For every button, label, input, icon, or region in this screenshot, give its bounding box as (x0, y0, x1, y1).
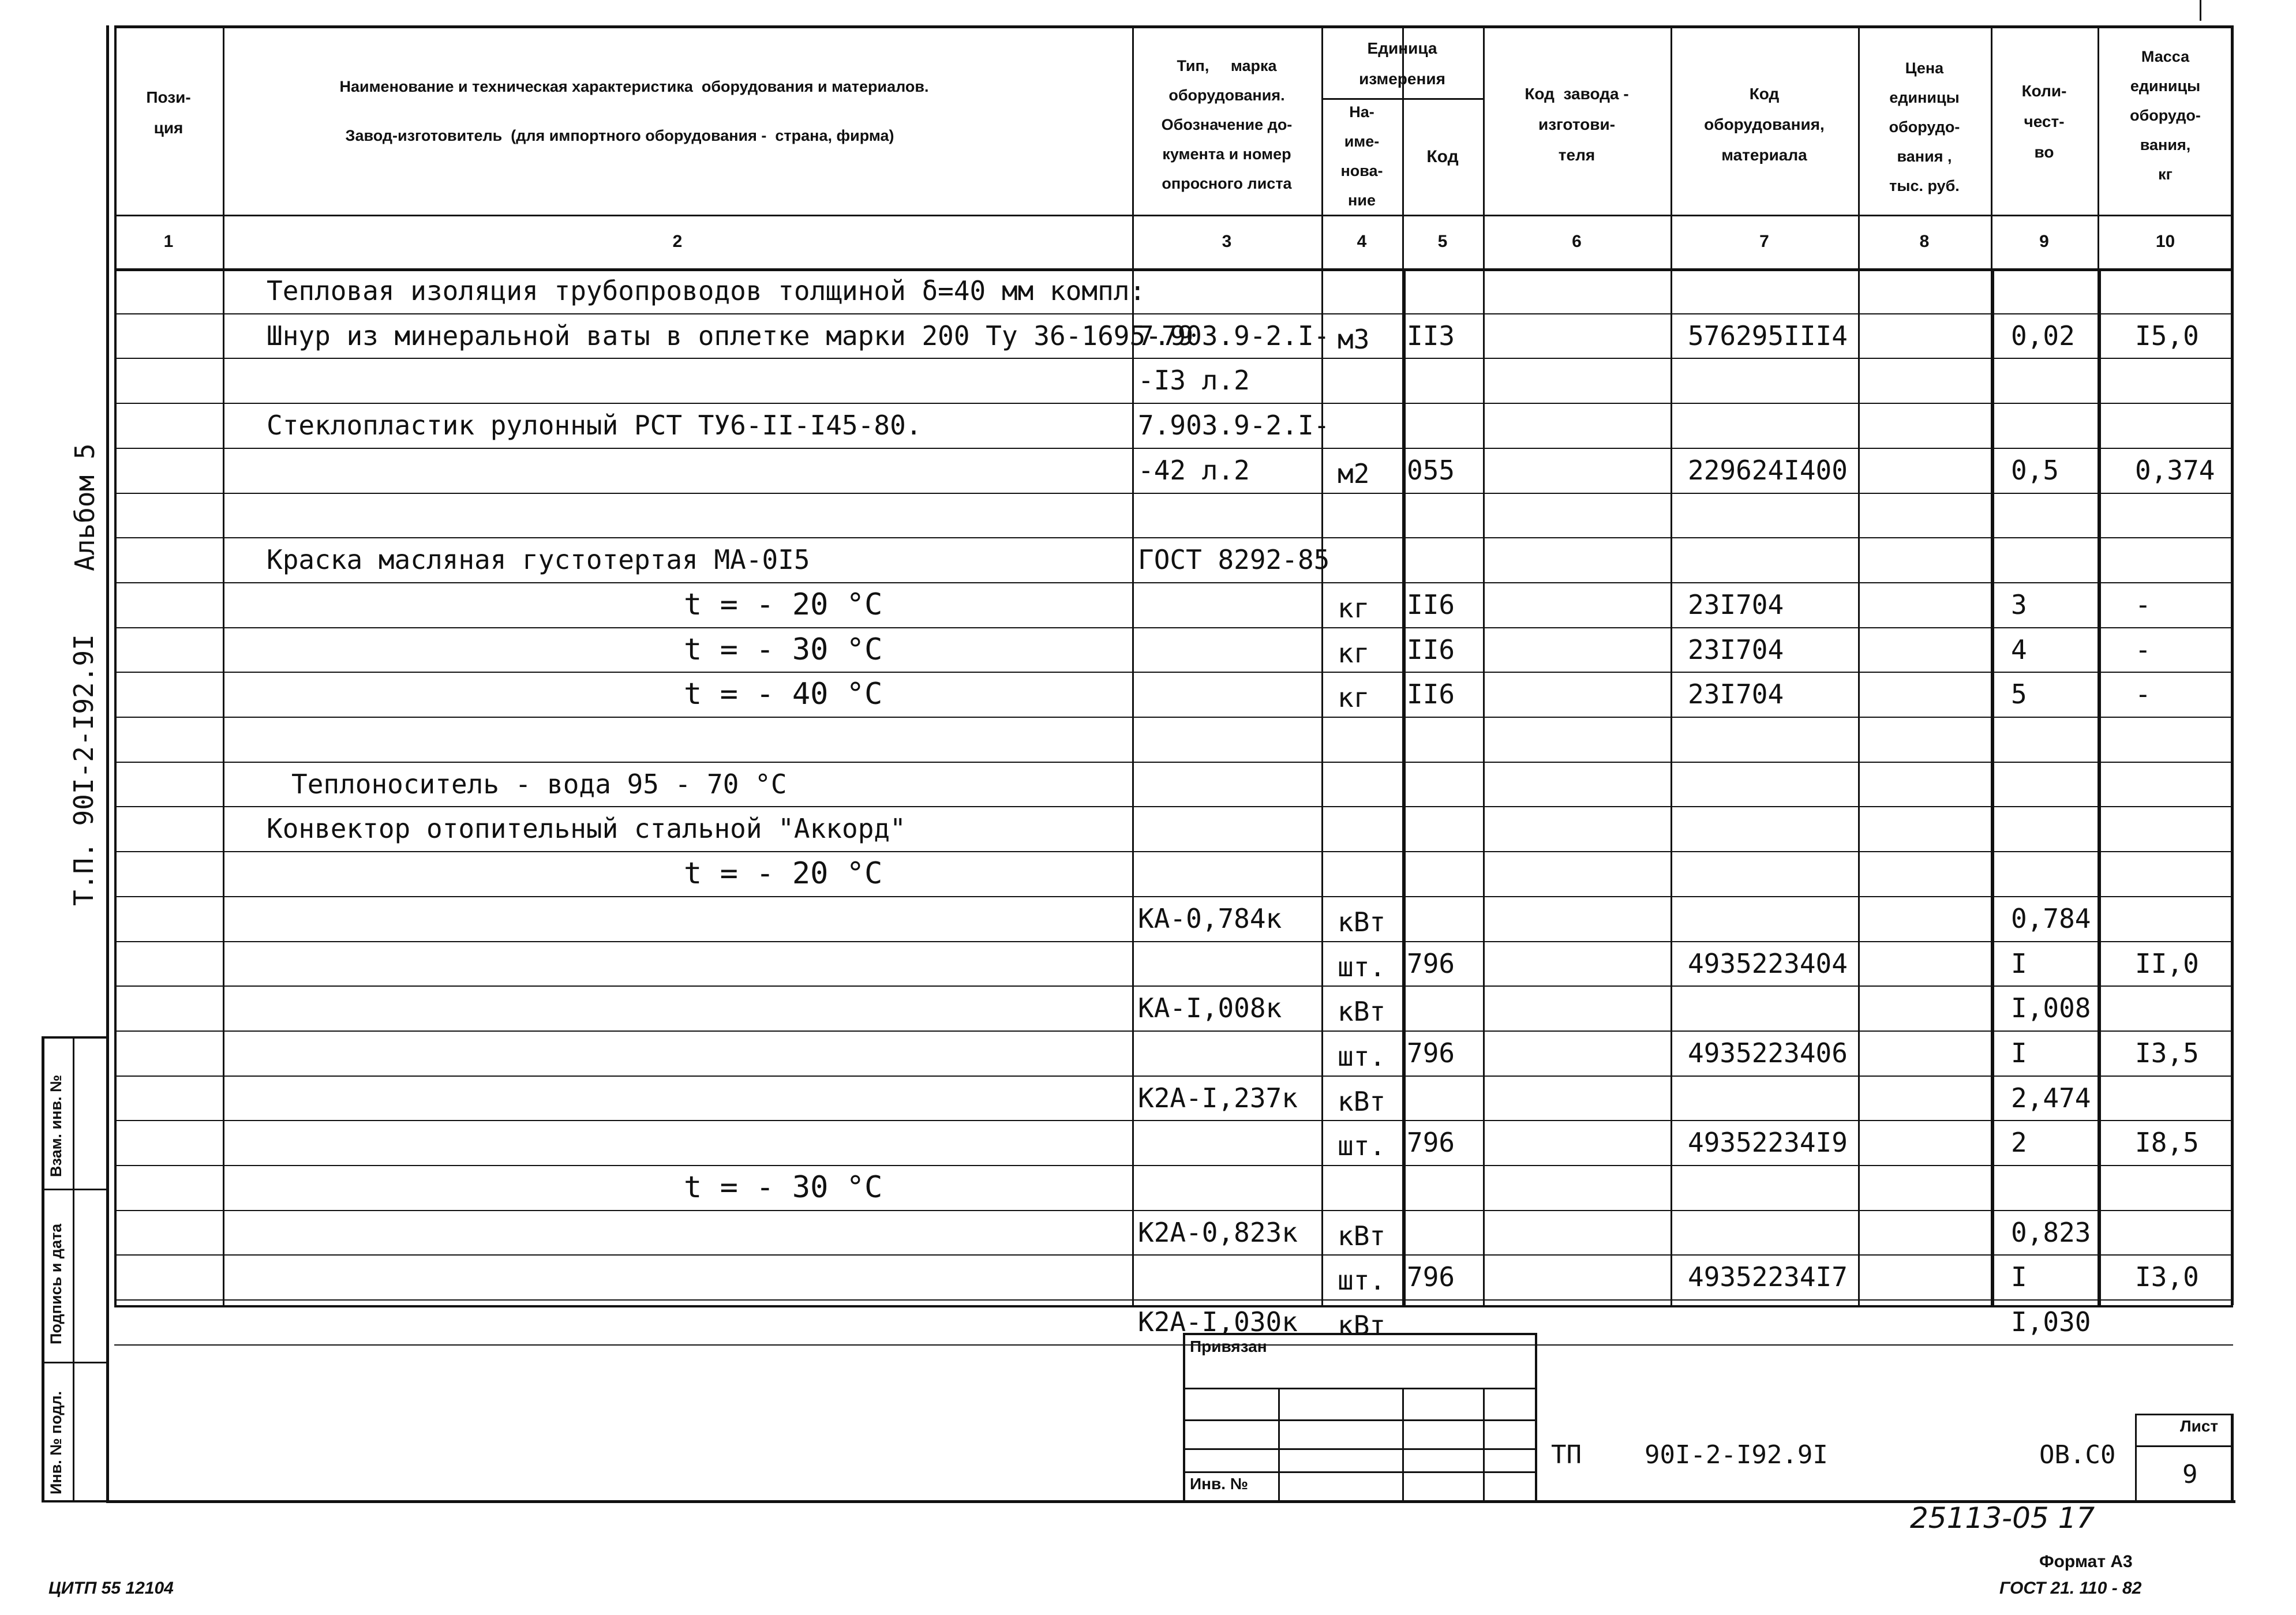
stamp-list-label: Лист (2180, 1417, 2219, 1435)
frame-right-stamp (2231, 1414, 2234, 1500)
row-line (114, 1344, 2233, 1346)
row-quantity: I,008 (2011, 992, 2091, 1024)
row-unit: кг (1338, 682, 1370, 713)
row-name: Краска масляная густотертая МА-0I5 (267, 544, 810, 575)
row-line (114, 582, 2233, 583)
column-number-9: 9 (2039, 232, 2049, 251)
stamp-col (1402, 1388, 1404, 1500)
row-quantity: 0,5 (2011, 455, 2059, 486)
row-line (114, 1254, 2233, 1256)
row-equipment-code: 4935223404 (1688, 948, 1848, 979)
row-quantity: 5 (2011, 679, 2027, 710)
header-name-line1: Наименование и техническая характеристика оборудования и материалов. (339, 77, 929, 95)
column-number-7: 7 (1759, 232, 1769, 251)
margin-box-bottom (42, 1500, 108, 1502)
row-unit: кВт (1338, 1220, 1386, 1251)
margin-tp-code: Т.П. 90I-2-I92.9I (68, 634, 99, 906)
row-equipment-code: 23I704 (1688, 679, 1784, 710)
stamp-list-number: 9 (2182, 1460, 2198, 1489)
row-line (114, 672, 2233, 673)
row-line (114, 1076, 2233, 1077)
stamp-row (1183, 1388, 1535, 1389)
row-equipment-code: 4935223406 (1688, 1037, 1848, 1069)
row-equipment-code: 23I704 (1688, 634, 1784, 665)
numbers-bottom (114, 268, 2233, 271)
stamp-right (1535, 1333, 1537, 1500)
gost-label: ГОСТ 21. 110 - 82 (1999, 1579, 2142, 1598)
column-number-10: 10 (2155, 232, 2175, 251)
row-mass: I3,5 (2135, 1037, 2199, 1069)
stamp-col (1483, 1388, 1485, 1500)
stamp-privyazan: Привязан (1190, 1337, 1267, 1355)
header-unit: Единица измерения (1359, 39, 1445, 88)
row-quantity: 4 (2011, 634, 2027, 665)
margin-box-div1 (42, 1189, 108, 1190)
row-quantity: 0,823 (2011, 1217, 2091, 1248)
row-line (114, 1210, 2233, 1211)
stamp-list-top (2135, 1414, 2233, 1415)
header-position: Пози- ция (146, 88, 191, 137)
row-unit-code: 055 (1407, 455, 1455, 486)
row-name: Шнур из минеральной ваты в оплетке марки 200 Ту 36-1695-79 (267, 320, 1194, 351)
margin-box-div2 (42, 1362, 108, 1363)
row-unit: шт. (1338, 1130, 1386, 1161)
row-name: Тепловая изоляция трубопроводов толщиной δ=40 мм компл: (267, 275, 1146, 306)
row-mass: - (2135, 679, 2151, 710)
row-line (114, 358, 2233, 359)
header-doc: Тип, марка оборудования. Обозначение до- кумента и номер опросного листа (1161, 57, 1293, 192)
row-line (114, 986, 2233, 987)
row-line (114, 493, 2233, 494)
margin-box-left (42, 1036, 44, 1500)
row-unit: кВт (1338, 1086, 1386, 1117)
column-number-2: 2 (672, 232, 683, 251)
row-doc: ГОСТ 8292-85 (1138, 544, 1330, 575)
header-price: Цена единицы оборудо- вания , тыс. руб. (1889, 59, 1960, 194)
frame-top (114, 25, 2233, 28)
row-line (114, 941, 2233, 942)
row-unit-code: II6 (1407, 589, 1455, 620)
row-line (114, 717, 2233, 718)
row-unit: кВт (1338, 996, 1386, 1027)
row-mass: I5,0 (2135, 320, 2199, 351)
row-line (114, 403, 2233, 404)
row-mass: 0,374 (2135, 455, 2215, 486)
row-unit-code: II3 (1407, 320, 1455, 351)
row-quantity: I,030 (2011, 1306, 2091, 1337)
frame-left (106, 25, 109, 1502)
row-quantity: 0,784 (2011, 903, 2091, 934)
row-line (114, 1165, 2233, 1166)
header-unit-code: Код (1426, 147, 1459, 166)
row-name: Конвектор отопительный стальной "Аккорд" (267, 813, 906, 844)
row-quantity: I (2011, 1261, 2027, 1292)
row-quantity: 0,02 (2011, 320, 2075, 351)
format-label: Формат А3 (2039, 1552, 2133, 1571)
row-name: Стеклопластик рулонный РСТ ТУ6-II-I45-80. (267, 410, 922, 441)
column-line-bold (2098, 268, 2101, 1305)
margin-album: Альбом 5 (69, 443, 100, 571)
column-number-8: 8 (1919, 232, 1930, 251)
header-unit-name: На- име- нова- ние (1340, 103, 1383, 209)
stamp-section: ОВ.С0 (2039, 1440, 2116, 1470)
margin-inv-podl: Инв. № подл. (47, 1391, 65, 1494)
row-line (114, 313, 2233, 314)
row-doc: -42 л.2 (1138, 455, 1250, 486)
row-unit: шт. (1338, 1265, 1386, 1296)
row-line (114, 627, 2233, 628)
row-equipment-code: 49352234I7 (1688, 1261, 1848, 1292)
row-line (114, 1031, 2233, 1032)
row-mass: - (2135, 634, 2151, 665)
header-mass: Масса единицы оборудо- вания, кг (2130, 47, 2201, 183)
row-quantity: I (2011, 1037, 2027, 1069)
stamp-row (1183, 1419, 1535, 1421)
row-quantity: I (2011, 948, 2027, 979)
row-quantity: 2,474 (2011, 1082, 2091, 1114)
row-temperature: t = - 40 °C (684, 677, 883, 711)
row-unit-code: 796 (1407, 1261, 1455, 1292)
row-line (114, 1120, 2233, 1121)
row-doc: К2А-I,030к (1138, 1306, 1298, 1337)
row-line (114, 896, 2233, 897)
row-temperature: t = - 20 °C (684, 856, 883, 891)
stamp-col (1278, 1388, 1280, 1500)
column-line-bold (1402, 268, 1406, 1305)
stamp-list-mid (2135, 1445, 2233, 1447)
row-temperature: t = - 20 °C (684, 587, 883, 622)
row-name: Теплоноситель - вода 95 - 70 °C (291, 769, 787, 800)
row-unit: кВт (1338, 906, 1386, 938)
row-unit: шт. (1338, 951, 1386, 983)
row-doc: 7.903.9-2.I- (1138, 410, 1330, 441)
column-line-bold (1991, 268, 1994, 1305)
row-doc: КА-I,008к (1138, 992, 1282, 1024)
row-doc: КА-0,784к (1138, 903, 1282, 934)
handwritten-number: 25113-05 17 (1910, 1501, 2095, 1535)
row-unit-code: 796 (1407, 1037, 1455, 1069)
row-unit: кВт (1338, 1310, 1386, 1341)
stamp-tp: ТП (1551, 1440, 1582, 1470)
row-unit: м3 (1338, 324, 1370, 355)
row-doc: 7.903.9-2.I- (1138, 320, 1330, 351)
row-mass: II,0 (2135, 948, 2199, 979)
row-line (114, 851, 2233, 852)
row-line (114, 762, 2233, 763)
row-line (114, 537, 2233, 538)
row-unit: кг (1338, 638, 1370, 669)
row-quantity: 2 (2011, 1127, 2027, 1158)
row-unit-code: 796 (1407, 1127, 1455, 1158)
row-unit-code: II6 (1407, 679, 1455, 710)
row-mass: I3,0 (2135, 1261, 2199, 1292)
margin-box-top (42, 1036, 108, 1039)
row-mass: - (2135, 589, 2151, 620)
citp-label: ЦИТП 55 12104 (48, 1579, 174, 1598)
row-unit: кг (1338, 593, 1370, 624)
margin-podpis-data: Подпись и дата (47, 1223, 65, 1344)
row-temperature: t = - 30 °C (684, 632, 883, 667)
row-doc: К2А-I,237к (1138, 1082, 1298, 1114)
header-equipment-code: Код оборудования, материала (1704, 84, 1825, 164)
column-number-6: 6 (1572, 232, 1582, 251)
row-unit: м2 (1338, 458, 1370, 489)
header-name-line2: Завод-изготовитель (для импортного оборудования - страна, фирма) (345, 126, 894, 144)
header-plant-code: Код завода - изготови- теля (1525, 84, 1629, 164)
row-temperature: t = - 30 °C (684, 1170, 883, 1205)
column-number-3: 3 (1222, 232, 1232, 251)
row-equipment-code: 229624I400 (1688, 455, 1848, 486)
row-quantity: 3 (2011, 589, 2027, 620)
row-unit: шт. (1338, 1041, 1386, 1072)
row-line (114, 448, 2233, 449)
row-equipment-code: 49352234I9 (1688, 1127, 1848, 1158)
row-line (114, 806, 2233, 807)
row-equipment-code: 576295III4 (1688, 320, 1848, 351)
margin-box-inner (73, 1036, 74, 1500)
stamp-inv-no: Инв. № (1190, 1475, 1249, 1493)
stamp-row (1183, 1471, 1535, 1473)
row-mass: I8,5 (2135, 1127, 2199, 1158)
stamp-designation: 90I-2-I92.9I (1645, 1440, 1828, 1470)
row-equipment-code: 23I704 (1688, 589, 1784, 620)
column-number-1: 1 (163, 232, 174, 251)
column-number-5: 5 (1437, 232, 1448, 251)
row-doc: К2А-0,823к (1138, 1217, 1298, 1248)
stamp-left (1183, 1333, 1185, 1500)
stamp-list-left (2135, 1414, 2137, 1500)
row-unit-code: II6 (1407, 634, 1455, 665)
header-quantity: Коли- чест- во (2021, 81, 2067, 161)
stamp-row (1183, 1448, 1535, 1450)
row-unit-code: 796 (1407, 948, 1455, 979)
margin-vzam-inv: Взам. инв. № (47, 1074, 65, 1177)
row-line (114, 1299, 2233, 1301)
row-doc: -I3 л.2 (1138, 365, 1250, 396)
column-number-4: 4 (1357, 232, 1367, 251)
corner-mark (2200, 0, 2201, 21)
